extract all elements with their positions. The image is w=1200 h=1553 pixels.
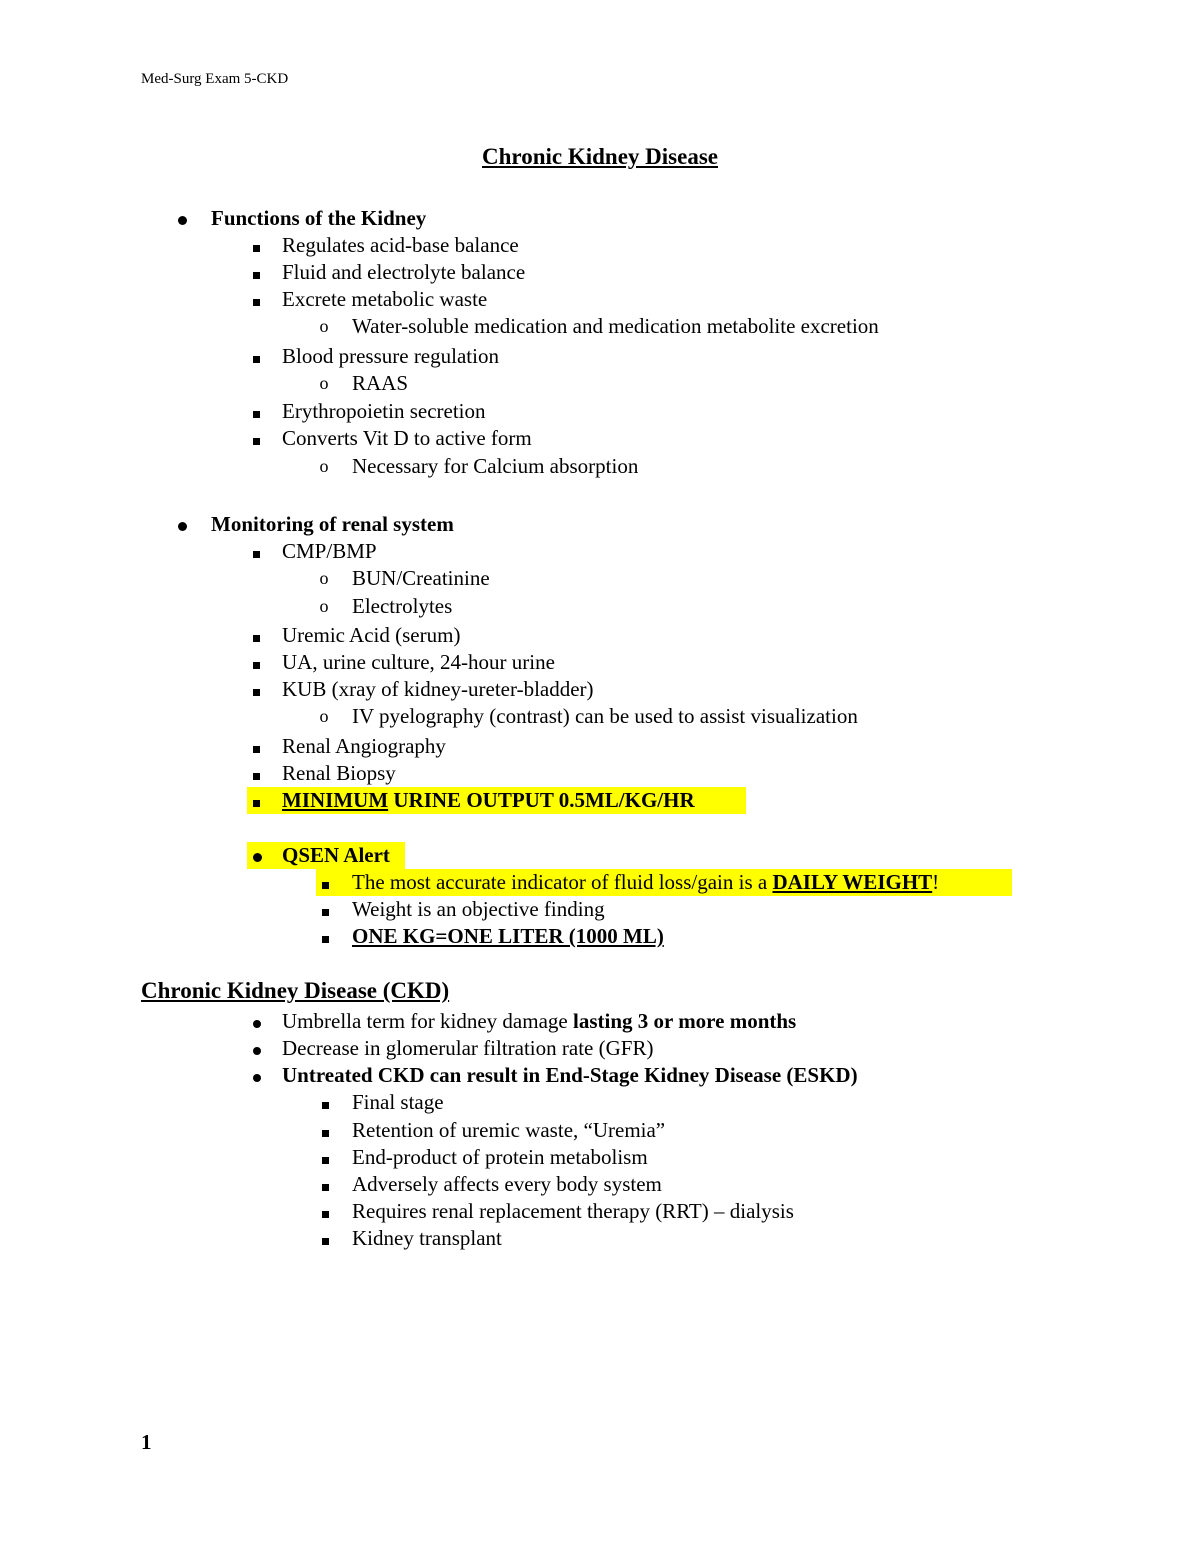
bullet-square-icon [249, 622, 263, 649]
bullet-square-icon [249, 649, 263, 676]
qsen-alert-heading: QSEN Alert [247, 842, 405, 869]
list-item: Necessary for Calcium absorption [352, 454, 639, 478]
bullet-circle-icon: o [319, 706, 329, 726]
bullet-square-icon [249, 343, 263, 370]
bullet-circle-icon: o [319, 373, 329, 393]
list-item: IV pyelography (contrast) can be used to assist visualization [352, 704, 858, 728]
bullet-square-icon [318, 1089, 332, 1116]
list-item: Adversely affects every body system [352, 1172, 662, 1196]
bullet-square-icon [318, 896, 332, 923]
list-item: End-product of protein metabolism [352, 1145, 648, 1169]
page-title: Chronic Kidney Disease [482, 144, 718, 169]
bullet-dot-icon [172, 205, 192, 232]
bullet-dot-icon [250, 1062, 264, 1089]
bullet-square-icon [318, 1225, 332, 1252]
bullet-square-icon [249, 425, 263, 452]
list-item: Retention of uremic waste, “Uremia” [352, 1118, 666, 1142]
section-heading-monitoring: Monitoring of renal system [211, 512, 454, 536]
list-item: Decrease in glomerular filtration rate (GFR) [282, 1036, 654, 1060]
list-item: Kidney transplant [352, 1226, 502, 1250]
bullet-square-icon [249, 787, 263, 814]
list-item: Renal Angiography [282, 734, 446, 758]
list-item: Converts Vit D to active form [282, 426, 532, 450]
list-item: Electrolytes [352, 594, 453, 618]
bullet-square-icon [249, 676, 263, 703]
bullet-square-icon [318, 923, 332, 950]
list-item: RAAS [352, 371, 409, 395]
list-item: Requires renal replacement therapy (RRT) – dialysis [352, 1199, 794, 1223]
bullet-square-icon [318, 869, 332, 896]
bullet-square-icon [249, 232, 263, 259]
bullet-dot-icon [247, 842, 267, 869]
list-item: KUB (xray of kidney-ureter-bladder) [282, 677, 594, 701]
page-number: 1 [141, 1430, 152, 1454]
list-item: Renal Biopsy [282, 761, 396, 785]
bullet-square-icon [318, 1117, 332, 1144]
bullet-square-icon [318, 1144, 332, 1171]
list-item: Water-soluble medication and medication metabolite excretion [352, 314, 879, 338]
list-item: Blood pressure regulation [282, 344, 499, 368]
bullet-circle-icon: o [319, 316, 329, 336]
section-heading-functions: Functions of the Kidney [211, 206, 427, 230]
bullet-dot-icon [172, 511, 192, 538]
list-item: Uremic Acid (serum) [282, 623, 461, 647]
section-title-ckd: Chronic Kidney Disease (CKD) [141, 978, 450, 1003]
bullet-circle-icon: o [319, 596, 329, 616]
bullet-circle-icon: o [319, 568, 329, 588]
bullet-square-icon [249, 398, 263, 425]
highlight-min-urine-output: MINIMUM URINE OUTPUT 0.5ML/KG/HR [247, 787, 746, 814]
bullet-square-icon [318, 1198, 332, 1225]
bullet-dot-icon [250, 1035, 264, 1062]
list-item: Umbrella term for kidney damage lasting 3 or more months [282, 1009, 797, 1033]
list-item: Weight is an objective finding [352, 897, 605, 921]
list-item: Erythropoietin secretion [282, 399, 486, 423]
bullet-square-icon [318, 1171, 332, 1198]
bullet-square-icon [249, 286, 263, 313]
bullet-square-icon [249, 760, 263, 787]
list-item: Fluid and electrolyte balance [282, 260, 526, 284]
bullet-square-icon [249, 538, 263, 565]
list-item: Excrete metabolic waste [282, 287, 488, 311]
page-header: Med-Surg Exam 5-CKD [141, 71, 289, 87]
list-item: BUN/Creatinine [352, 566, 490, 590]
list-item: Regulates acid-base balance [282, 233, 519, 257]
list-item: CMP/BMP [282, 539, 377, 563]
highlight-daily-weight: The most accurate indicator of fluid loss/gain is a DAILY WEIGHT! [316, 869, 1012, 896]
list-item: ONE KG=ONE LITER (1000 ML) [352, 924, 664, 948]
list-item: Final stage [352, 1090, 444, 1114]
bullet-square-icon [249, 733, 263, 760]
bullet-dot-icon [250, 1008, 264, 1035]
list-item: Untreated CKD can result in End-Stage Kidney Disease (ESKD) [282, 1063, 858, 1087]
list-item: UA, urine culture, 24-hour urine [282, 650, 555, 674]
bullet-square-icon [249, 259, 263, 286]
bullet-circle-icon: o [319, 456, 329, 476]
